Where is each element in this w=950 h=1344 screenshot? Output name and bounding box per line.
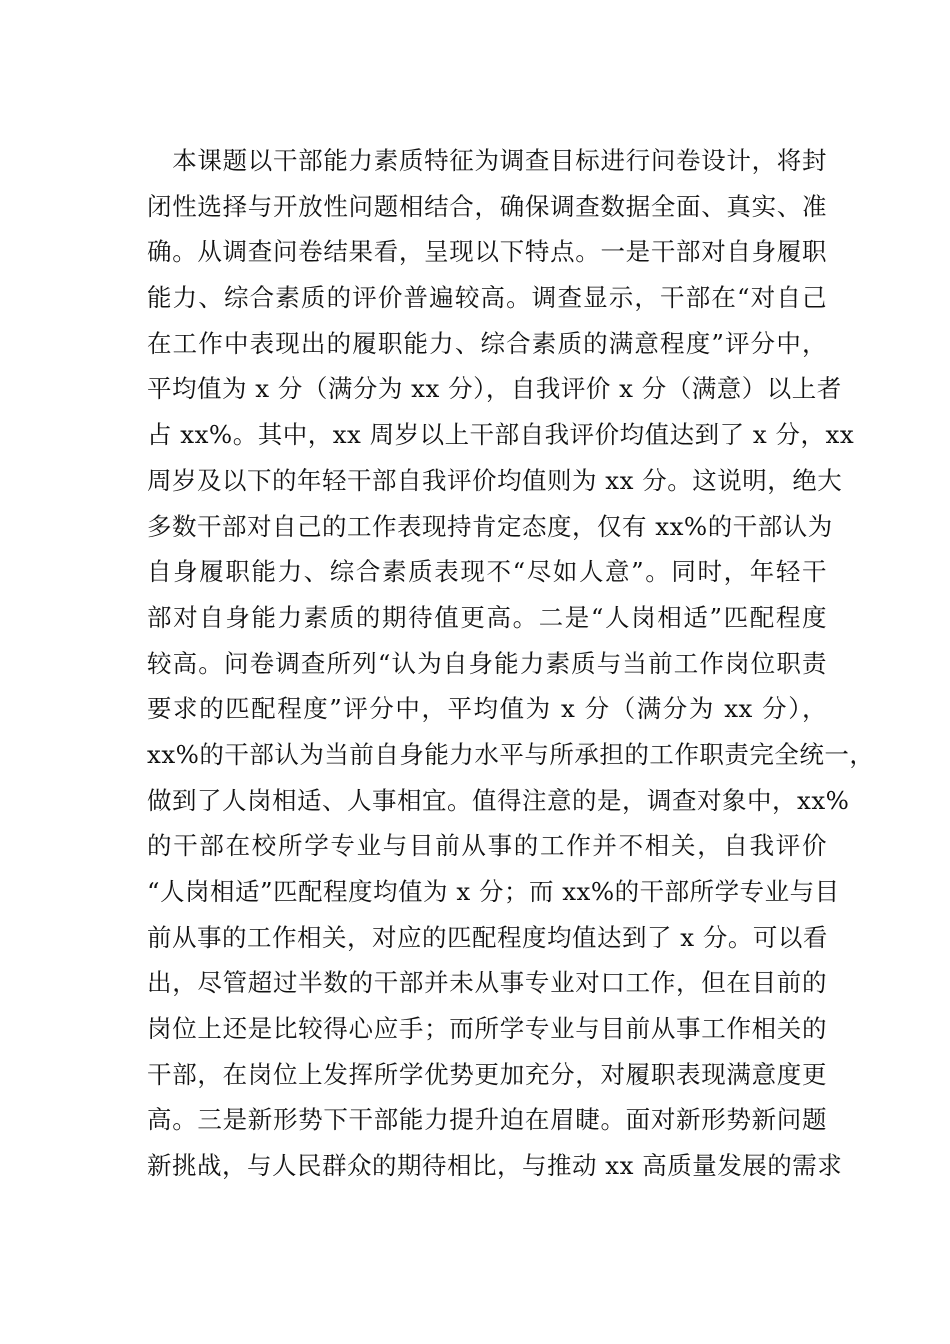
paragraph-line: 新挑战，与人民群众的期待相比，与推动 xx 高质量发展的需求 [147,1151,843,1181]
paragraph-line: 闭性选择与开放性问题相结合，确保调查数据全面、真实、准 [147,191,827,221]
paragraph-line: 高。三是新形势下干部能力提升迫在眉睫。面对新形势新问题 [147,1105,827,1135]
paragraph-line: 较高。问卷调查所列“认为自身能力素质与当前工作岗位职责 [147,648,827,678]
paragraph-line: 确。从调查问卷结果看，呈现以下特点。一是干部对自身履职 [147,237,827,267]
paragraph-line: xx%的干部认为当前自身能力水平与所承担的工作职责完全统一， [147,739,875,769]
paragraph-line: 前从事的工作相关，对应的匹配程度均值达到了 x 分。可以看 [147,922,828,952]
paragraph-line: 多数干部对自己的工作表现持肯定态度，仅有 xx%的干部认为 [147,511,833,541]
paragraph-line: 自身履职能力、综合素质表现不“尽如人意”。同时，年轻干 [147,557,827,587]
paragraph-line: 能力、综合素质的评价普遍较高。调查显示，干部在“对自己 [147,283,827,313]
paragraph-line: 干部，在岗位上发挥所学优势更加充分，对履职表现满意度更 [147,1059,827,1089]
body-paragraph [147,138,875,1189]
paragraph-line: 在工作中表现出的履职能力、综合素质的满意程度”评分中， [147,328,827,358]
paragraph-line: 本课题以干部能力素质特征为调查目标进行问卷设计，将封 [147,146,827,175]
paragraph-line: 平均值为 x 分（满分为 xx 分），自我评价 x 分（满意）以上者 [147,374,842,404]
paragraph-line: 部对自身能力素质的期待值更高。二是“人岗相适”匹配程度 [147,602,827,632]
paragraph-line: 出，尽管超过半数的干部并未从事专业对口工作，但在目前的 [147,968,827,998]
paragraph-line: “人岗相适”匹配程度均值为 x 分；而 xx%的干部所学专业与目 [147,877,840,906]
paragraph-line: 岗位上还是比较得心应手；而所学专业与目前从事工作相关的 [147,1014,827,1044]
paragraph-line: 占 xx%。其中，xx 周岁以上干部自我评价均值达到了 x 分，xx [147,420,855,450]
paragraph-line: 的干部在校所学专业与目前从事的工作并不相关，自我评价 [147,831,827,861]
paragraph-line: 周岁及以下的年轻干部自我评价均值则为 xx 分。这说明，绝大 [147,465,843,495]
paragraph-line: 做到了人岗相适、人事相宜。值得注意的是，调查对象中，xx% [147,785,850,815]
paragraph-line: 要求的匹配程度”评分中，平均值为 x 分（满分为 xx 分）， [147,694,827,724]
